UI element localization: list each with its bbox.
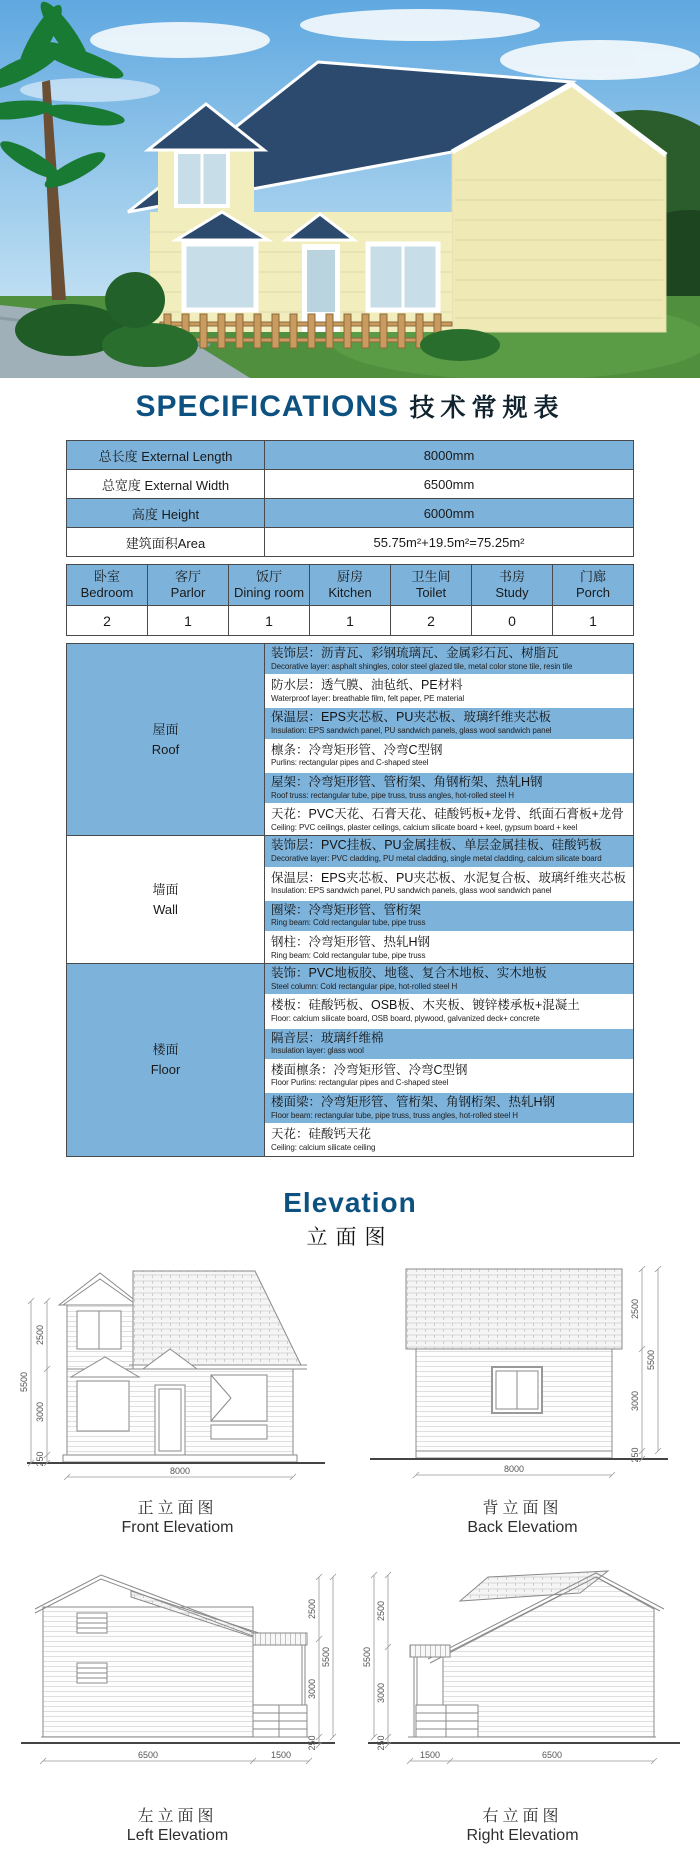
room-header-cell: 厨房 Kitchen	[310, 565, 391, 606]
dim-label: 3000	[34, 1401, 45, 1422]
table-row	[67, 470, 634, 499]
specifications-title-zh: 技术常规表	[409, 394, 565, 422]
room-count-cell: 1	[310, 606, 391, 636]
lower-left-window	[184, 244, 256, 310]
material-row: 防水层：透气膜、油毡纸、PE材料 Waterproof layer: breathable film, felt paper, PE material	[265, 676, 633, 708]
room-count-cell: 2	[67, 606, 148, 636]
dim-label: 1500	[270, 1749, 291, 1760]
dim-label: 6500	[137, 1749, 158, 1760]
room-header-cell: 客厅 Parlor	[148, 565, 229, 606]
elevation-title-zh: 立面图	[306, 1225, 394, 1249]
elevation-caption: 右立面图 Right Elevatiom	[466, 1807, 579, 1844]
room-table	[66, 564, 634, 636]
elevation-drawings	[5, 1257, 695, 1855]
spec-label: 总宽度 External Width	[67, 470, 265, 499]
section-label: 屋面 Roof	[67, 644, 265, 835]
material-row: 装饰层：沥青瓦、彩钢琉璃瓦、金属彩石瓦、树脂瓦 Decorative layer: asphalt shingles, color steel glazed tile, metal color stone tile, resin tile	[265, 644, 633, 676]
material-row: 隔音层：玻璃纤维棉 Insulation layer: glass wool	[265, 1029, 633, 1061]
spec-value: 55.75m²+19.5m²=75.25m²	[265, 528, 634, 557]
specifications-title	[0, 378, 700, 434]
room-count-cell: 2	[391, 606, 472, 636]
room-header-cell: 饭厅 Dining room	[229, 565, 310, 606]
dim-label: 6500	[541, 1749, 562, 1760]
dim-label: 250	[34, 1450, 45, 1467]
front-elevation	[5, 1257, 350, 1547]
spec-label: 高度 Height	[67, 499, 265, 528]
table-row	[67, 606, 634, 636]
dim-label: 5500	[361, 1646, 372, 1667]
materials-section-roof	[67, 644, 633, 836]
dim-label: 250	[375, 1734, 386, 1751]
front-elevation-drawing	[13, 1257, 343, 1489]
material-row: 檩条：冷弯矩形管、冷弯C型钢 Purlins: rectangular pipes and C-shaped steel	[265, 741, 633, 773]
dim-label: 5500	[320, 1646, 331, 1667]
dim-label: 250	[306, 1734, 317, 1751]
dim-label: 3000	[375, 1682, 386, 1703]
room-header-cell: 卧室 Bedroom	[67, 565, 148, 606]
dim-label: 2500	[34, 1324, 45, 1345]
room-count-cell: 1	[148, 606, 229, 636]
dim-label: 250	[629, 1446, 640, 1463]
materials-section-floor	[67, 964, 633, 1155]
room-count-cell: 1	[229, 606, 310, 636]
material-row: 楼面梁：冷弯矩形管、管桁架、角钢桁架、热轧H钢 Floor beam: rectangular tube, pipe truss, truss angles, hot-rolled steel H	[265, 1093, 633, 1125]
material-row: 保温层：EPS夹芯板、PU夹芯板、玻璃纤维夹芯板 Insulation: EPS sandwich panel, PU sandwich panels, glass wool sandwich panel	[265, 708, 633, 740]
material-row: 楼面檩条：冷弯矩形管、冷弯C型钢 Floor Purlins: rectangular pipes and C-shaped steel	[265, 1061, 633, 1093]
room-count-cell: 0	[472, 606, 553, 636]
dim-label: 3000	[629, 1390, 640, 1411]
dim-label: 2500	[306, 1598, 317, 1619]
room-header-cell: 门廊 Porch	[553, 565, 634, 606]
material-row: 天花：硅酸钙天花 Ceiling: calcium silicate ceiling	[265, 1125, 633, 1155]
right-elevation-drawing	[358, 1547, 688, 1797]
dim-label: 3000	[306, 1678, 317, 1699]
elevation-title-en: Elevation	[283, 1186, 417, 1218]
dim-label: 8000	[503, 1463, 524, 1474]
table-row	[67, 499, 634, 528]
spec-value: 6000mm	[265, 499, 634, 528]
dim-label: 2500	[629, 1298, 640, 1319]
material-row: 天花：PVC天花、石膏天花、硅酸钙板+龙骨、纸面石膏板+龙骨 Ceiling: PVC ceilings, plaster ceilings, calcium silicate board + keel, gypsum board + keel	[265, 805, 633, 835]
house-photo	[0, 0, 700, 378]
material-row: 保温层：EPS夹芯板、PU夹芯板、水泥复合板、玻璃纤维夹芯板 Insulation: EPS sandwich panel, PU sandwich panels, glass wool sandwich panel	[265, 869, 633, 901]
section-label: 墙面 Wall	[67, 836, 265, 963]
spec-label: 建筑面积Area	[67, 528, 265, 557]
material-row: 屋架：冷弯矩形管、管桁架、角钢桁架、热轧H钢 Roof truss: rectangular tube, pipe truss, truss angles, hot-rolled steel H	[265, 773, 633, 805]
room-header-cell: 卫生间 Toilet	[391, 565, 472, 606]
table-row	[67, 565, 634, 606]
specifications-title-en: SPECIFICATIONS	[135, 390, 399, 423]
dim-label: 8000	[169, 1465, 190, 1476]
left-elevation-drawing	[13, 1547, 343, 1797]
elevation-title	[0, 1187, 700, 1249]
material-row: 楼板：硅酸钙板、OSB板、木夹板、镀锌楼承板+混凝土 Floor: calcium silicate board, OSB board, plywood, galvanized deck+ concrete	[265, 996, 633, 1028]
room-count-cell: 1	[553, 606, 634, 636]
materials-table	[66, 643, 634, 1157]
table-row	[67, 441, 634, 470]
room-header-cell: 书房 Study	[472, 565, 553, 606]
left-elevation	[5, 1547, 350, 1855]
spec-label: 总长度 External Length	[67, 441, 265, 470]
dim-label: 5500	[18, 1371, 29, 1392]
spec-value: 6500mm	[265, 470, 634, 499]
table-row	[67, 528, 634, 557]
material-row: 装饰：PVC地板胶、地毯、复合木地板、实木地板 Steel column: Cold rectangular pipe, hot-rolled steel H	[265, 964, 633, 996]
elevation-caption: 正立面图 Front Elevatiom	[121, 1499, 234, 1536]
right-elevation	[350, 1547, 695, 1855]
material-row: 钢柱：冷弯矩形管、热轧H钢 Ring beam: Cold rectangular tube, pipe truss	[265, 933, 633, 963]
material-row: 装饰层：PVC挂板、PU金属挂板、单层金属挂板、硅酸钙板 Decorative layer: PVC cladding, PU metal cladding, single metal cladding, calcium silicate board	[265, 836, 633, 868]
spec-table	[66, 440, 634, 557]
dim-label: 2500	[375, 1600, 386, 1621]
materials-section-wall	[67, 836, 633, 964]
dim-label: 5500	[645, 1349, 656, 1370]
spec-value: 8000mm	[265, 441, 634, 470]
section-label: 楼面 Floor	[67, 964, 265, 1155]
dim-label: 1500	[419, 1749, 440, 1760]
elevation-caption: 左立面图 Left Elevatiom	[126, 1807, 229, 1844]
back-elevation	[350, 1257, 695, 1547]
elevation-caption: 背立面图 Back Elevatiom	[467, 1499, 578, 1536]
material-row: 圈梁：冷弯矩形管、管桁架 Ring beam: Cold rectangular tube, pipe truss	[265, 901, 633, 933]
back-elevation-drawing	[358, 1257, 688, 1489]
